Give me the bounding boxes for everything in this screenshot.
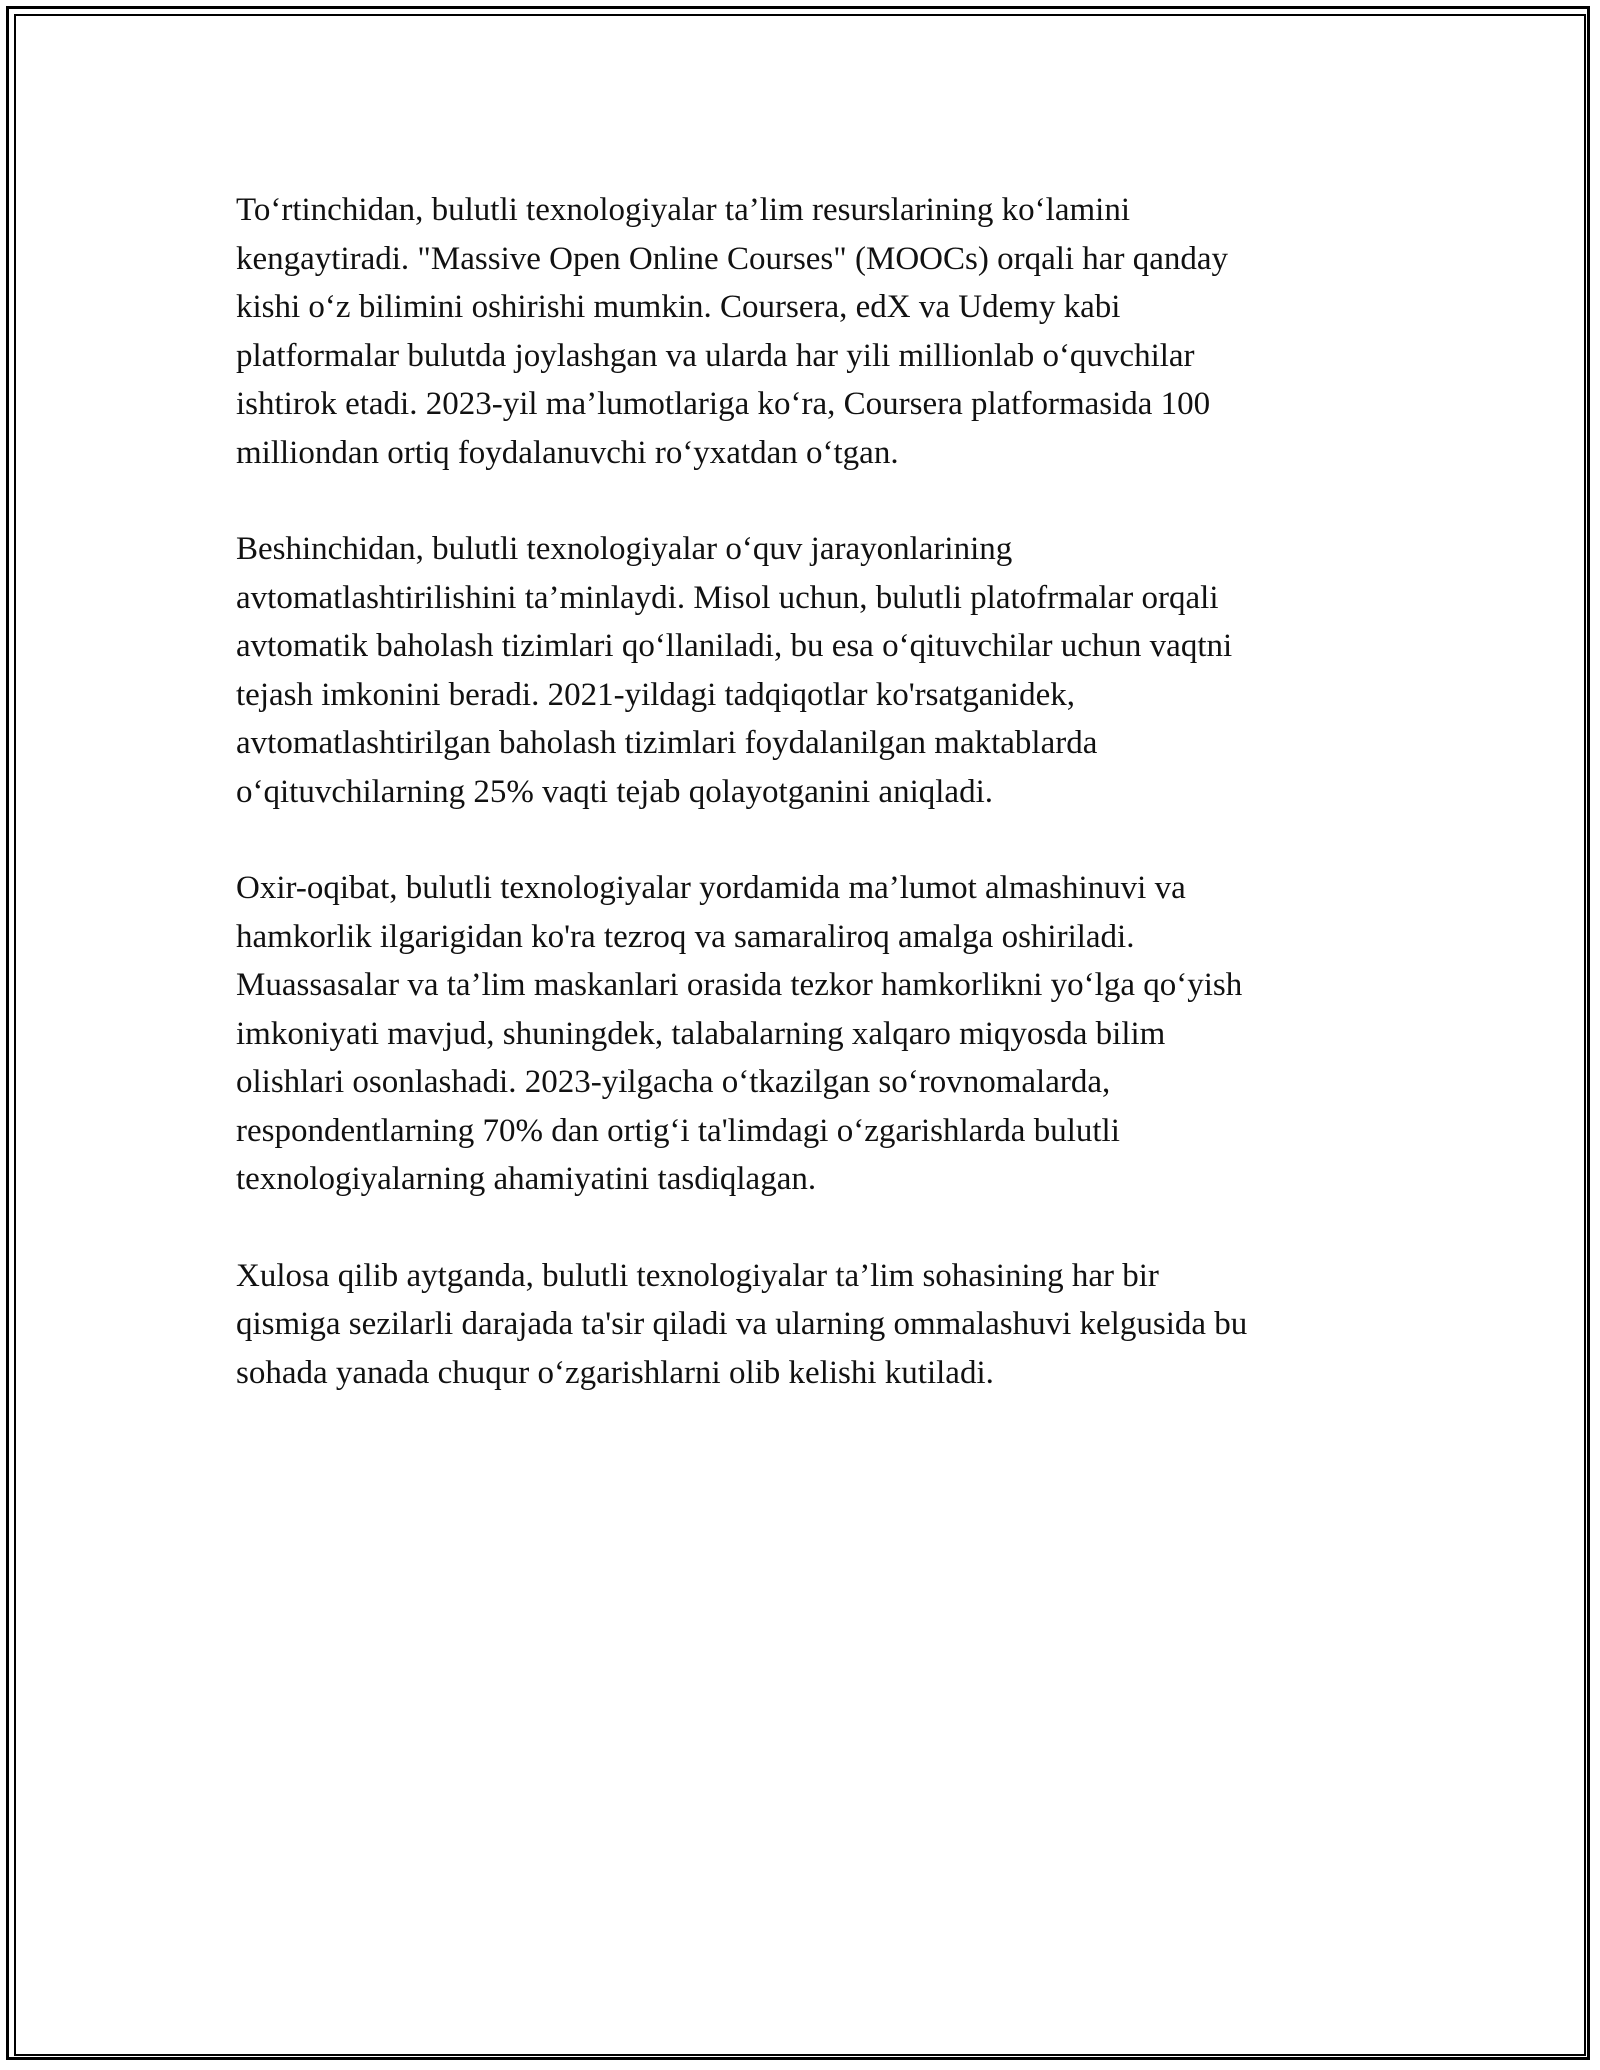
- paragraph-4: Xulosa qilib aytganda, bulutli texnologiyalar ta’lim sohasining har bir qismiga sezilarli darajada ta'sir qiladi va ularning ommalashuvi kelgusida bu sohada yanada chuqur o‘zgarishlarni olib kelishi kutiladi.: [236, 1257, 1248, 1391]
- paragraph-3: Oxir-oqibat, bulutli texnologiyalar yordamida ma’lumot almashinuvi va hamkorlik ilgarigidan ko'ra tezroq va samaraliroq amalga oshiriladi. Muassasalar va ta’lim maskanlari orasida tezkor hamkorlikni yo‘lga qo‘yish imkoniyati mavjud, shuningdek, talabalarning xalqaro miqyosda bilim olishlari osonlashadi. 2023-yilgacha o‘tkazilgan so‘rovnomalarda, respondentlarning 70% dan ortig‘i ta'limdagi o‘zgarishlarda bulutli texnologiyalarning ahamiyatini tasdiqlagan.: [236, 870, 1243, 1197]
- document-body: [236, 186, 1376, 1445]
- paragraph-1: To‘rtinchidan, bulutli texnologiyalar ta’lim resurslarining ko‘lamini kengaytiradi. "Massive Open Online Courses" (MOOCs) orqali har qanday kishi o‘z bilimini oshirishi mumkin. Coursera, edX va Udemy kabi platformalar bulutda joylashgan va ularda har yili millionlab o‘quvchilar ishtirok etadi. 2023-yil ma’lumotlariga ko‘ra, Coursera platformasida 100 milliondan ortiq foydalanuvchi ro‘yxatdan o‘tgan.: [236, 192, 1228, 471]
- paragraph-2: Beshinchidan, bulutli texnologiyalar o‘quv jarayonlarining avtomatlashtirilishini ta’minlaydi. Misol uchun, bulutli platofrmalar orqali avtomatik baholash tizimlari qo‘llaniladi, bu esa o‘qituvchilar uchun vaqtni tejash imkonini beradi. 2021-yildagi tadqiqotlar ko'rsatganidek, avtomatlashtirilgan baholash tizimlari foydalanilgan maktablarda o‘qituvchilarning 25% vaqti tejab qolayotganini aniqladi.: [236, 531, 1233, 810]
